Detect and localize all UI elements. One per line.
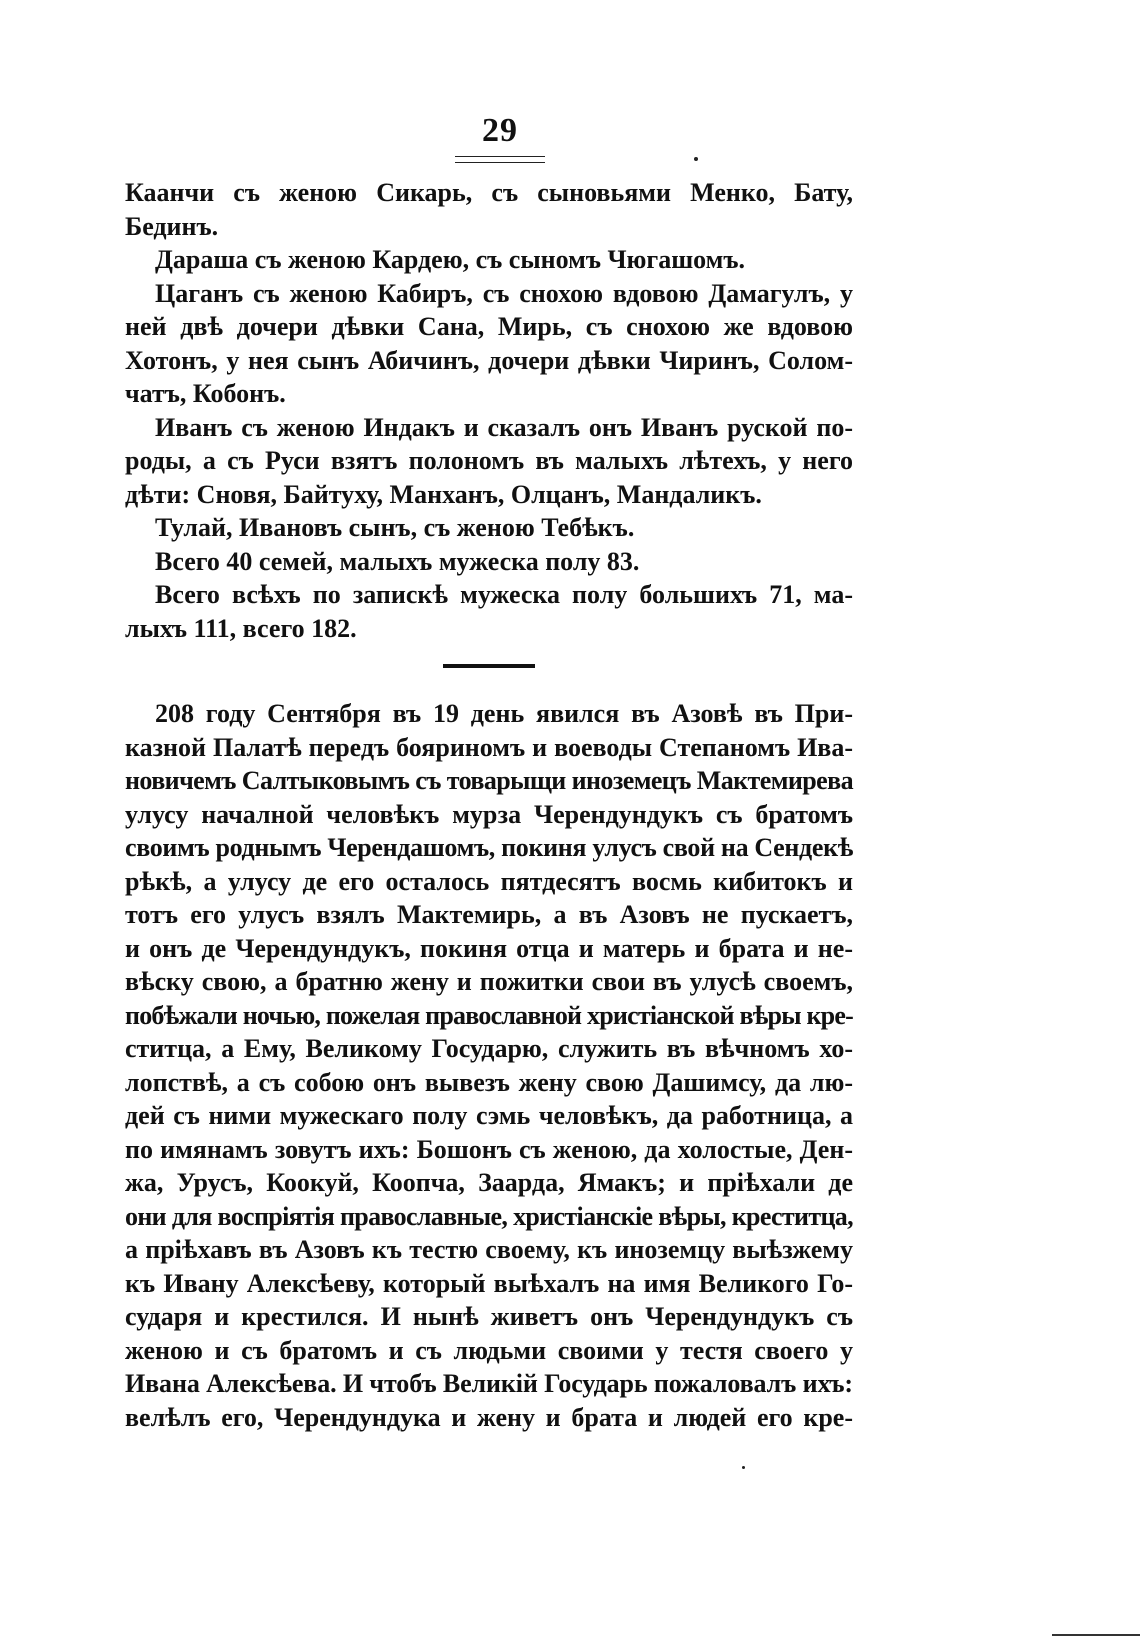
text-line: лыхъ 111, всего 182. [125, 613, 357, 643]
page-number-underline [455, 156, 545, 163]
text-line: дей съ ними мужескаго полу сэмь человѣкъ, да работница, а [125, 1101, 853, 1130]
text-line: рѣкѣ, а улусу де его осталось пятдесятъ восмь кибитокъ и [125, 866, 853, 896]
ink-speck [742, 1466, 745, 1469]
text-line: они для воспріятія православные, христіанскіе вѣры, креститца, [125, 1201, 853, 1231]
chronicle-entry [125, 697, 853, 1434]
text-line: женою и съ братомъ и съ людьми своими у тестя своего у [125, 1335, 853, 1365]
text-line: улусу началной человѣкъ мурза Черендундукъ съ братомъ [125, 799, 853, 829]
text-line: жа, Урусъ, Коокуй, Коопча, Заарда, Ямакъ; и пріѣхали де [125, 1168, 853, 1197]
text-line: Всего 40 семей, малыхъ мужеска полу 83. [155, 546, 640, 576]
text-line: дѣти: Сновя, Байтуху, Манханъ, Олцанъ, Мандаликъ. [125, 479, 762, 509]
ink-speck [694, 157, 698, 161]
text-line: 208 году Сентября въ 19 день явился въ Азовѣ въ При- [155, 699, 853, 728]
text-line: казной Палатѣ передъ бояриномъ и воеводы Степаномъ Ива- [125, 732, 853, 762]
page-number: 29 [482, 112, 518, 149]
text-line: ститца, а Ему, Великому Государю, служить въ вѣчномъ хо- [125, 1034, 853, 1063]
text-line: лопствѣ, а съ собою онъ вывезъ жену свою Дашимсу, да лю- [125, 1067, 853, 1097]
bottom-edge-rule [1052, 1634, 1140, 1636]
text-line: Ивана Алексѣева. И чтобъ Великій Государь пожаловалъ ихъ: [125, 1369, 853, 1398]
text-line: Хотонъ, у нея сынъ Абичинъ, дочери дѣвки Чиринъ, Солом- [125, 345, 853, 375]
text-line: Всего всѣхъ по запискѣ мужеска полу большихъ 71, ма- [155, 580, 853, 609]
text-line: велѣлъ его, Черендундука и жену и брата и людей его кре- [125, 1402, 853, 1432]
text-line: Иванъ съ женою Индакъ и сказалъ онъ Иванъ руской по- [155, 412, 853, 442]
text-line: новичемъ Салтыковымъ съ товарыщи иноземецъ Мактемирева [125, 766, 853, 795]
text-line: Цаганъ съ женою Кабиръ, съ снохою вдовою Дамагулъ, у [155, 278, 853, 308]
text-line: а пріѣхавъ въ Азовъ къ тестю своему, къ иноземцу выѣзжему [125, 1235, 853, 1264]
text-line: вѣску свою, а братню жену и пожитки свои въ улусѣ своемъ, [125, 967, 853, 996]
text-line: ней двѣ дочери дѣвки Сана, Мирь, съ снохою же вдовою [125, 312, 853, 341]
text-line: къ Ивану Алексѣеву, который выѣхалъ на имя Великого Го- [125, 1268, 853, 1298]
text-line: побѣжали ночью, пожелая православной христіанской вѣры кре- [125, 1000, 853, 1030]
text-line: Бединъ. [125, 211, 219, 241]
section-divider [443, 664, 535, 668]
text-line: по имянамъ зовутъ ихъ: Бошонъ съ женою, да холостые, Ден- [125, 1134, 853, 1164]
text-line: чатъ, Кобонъ. [125, 379, 286, 408]
text-line: Дараша съ женою Кардею, съ сыномъ Чюгашомъ. [155, 245, 746, 274]
text-line: роды, а съ Руси взятъ полономъ въ малыхъ лѣтехъ, у него [125, 446, 853, 475]
text-line: и онъ де Черендундукъ, покиня отца и матерь и брата и не- [125, 933, 853, 963]
text-line: тотъ его улусъ взялъ Мактемирь, а въ Азовъ не пускаетъ, [125, 900, 853, 929]
text-line: Тулай, Ивановъ сынъ, съ женою Тебѣкъ. [155, 513, 635, 542]
text-line: своимъ роднымъ Черендашомъ, покиня улусъ свой на Сендекѣ [125, 833, 853, 862]
text-line: Каанчи съ женою Сикарь, съ сыновьями Менко, Бату, [125, 178, 853, 207]
household-list [125, 176, 853, 645]
text-line: сударя и крестился. И нынѣ живетъ онъ Черендундукъ съ [125, 1302, 853, 1331]
